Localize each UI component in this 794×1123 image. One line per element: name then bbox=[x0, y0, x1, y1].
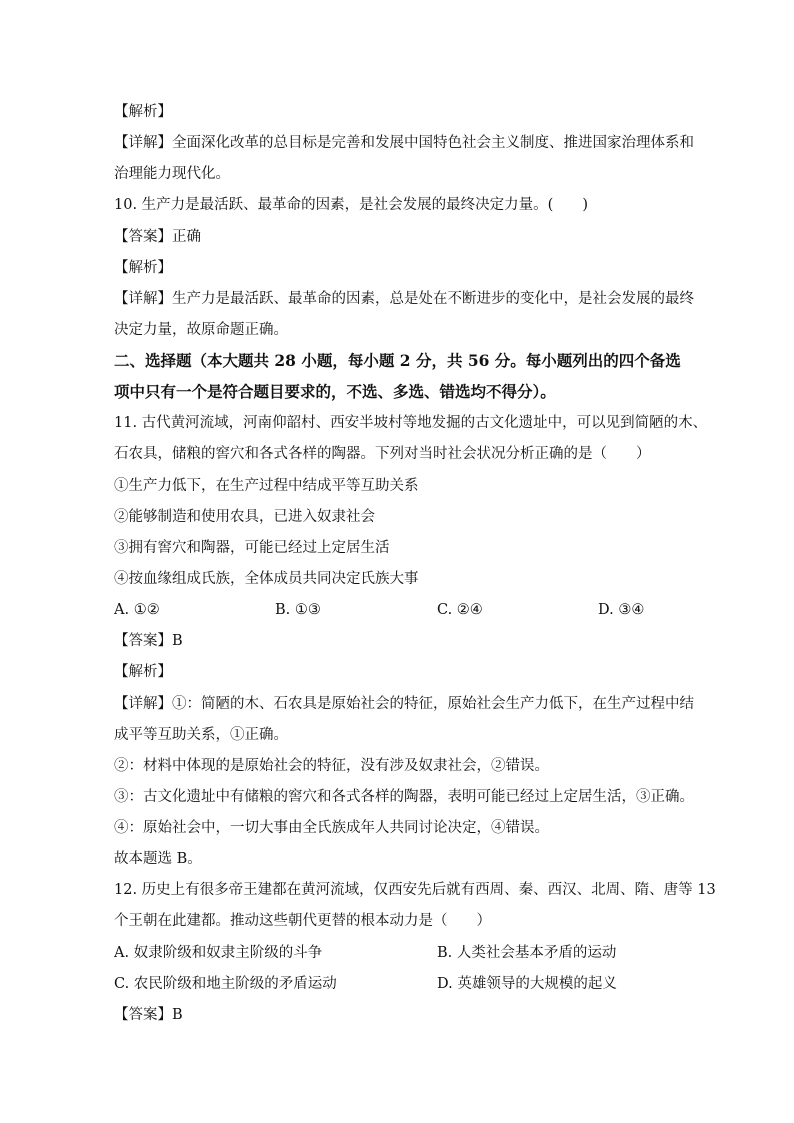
question-11-stem: 石农具，储粮的窖穴和各式各样的陶器。下列对当时社会状况分析正确的是（ ） bbox=[114, 446, 651, 462]
detail-text: 【详解】生产力是最活跃、最革命的因素，总是处在不断进步的变化中，是社会发展的最终 bbox=[114, 291, 694, 307]
detail-text: 决定力量，故原命题正确。 bbox=[114, 322, 288, 338]
detail-text: 成平等互助关系，①正确。 bbox=[114, 727, 288, 743]
statement-item: ④按血缘组成氏族，全体成员共同决定氏族大事 bbox=[114, 571, 419, 587]
detail-text: ②：材料中体现的是原始社会的特征，没有涉及奴隶社会，②错误。 bbox=[114, 758, 549, 774]
question-12-stem: 12. 历史上有很多帝王建都在黄河流域，仅西安先后就有西周、秦、西汉、北周、隋、唐等 13 bbox=[114, 882, 716, 898]
option-c: C. ②④ bbox=[437, 602, 483, 618]
option-a: A. ①② bbox=[114, 602, 160, 618]
question-10-stem: 10. 生产力是最活跃、最革命的因素，是社会发展的最终决定力量。( ) bbox=[114, 197, 588, 213]
analysis-heading: 【解析】 bbox=[114, 260, 172, 276]
conclusion-text: 故本题选 B。 bbox=[114, 851, 202, 867]
option-d: D. ③④ bbox=[598, 602, 645, 618]
analysis-heading: 【解析】 bbox=[114, 664, 172, 680]
question-12-stem: 个王朝在此建都。推动这些朝代更替的根本动力是（ ） bbox=[114, 913, 491, 929]
question-11-stem: 11. 古代黄河流域，河南仰韶村、西安半坡村等地发掘的古文化遗址中，可以见到简陋的木、 bbox=[114, 415, 708, 431]
statement-item: ①生产力低下，在生产过程中结成平等互助关系 bbox=[114, 478, 419, 494]
option-a: A. 奴隶阶级和奴隶主阶级的斗争 bbox=[114, 945, 323, 961]
detail-text: ④：原始社会中，一切大事由全氏族成年人共同讨论决定，④错误。 bbox=[114, 820, 549, 836]
answer-line: 【答案】B bbox=[114, 1007, 183, 1023]
option-b: B. 人类社会基本矛盾的运动 bbox=[437, 945, 617, 961]
analysis-heading: 【解析】 bbox=[114, 104, 172, 120]
answer-line: 【答案】B bbox=[114, 633, 183, 649]
option-d: D. 英雄领导的大规模的起义 bbox=[437, 976, 617, 992]
statement-item: ②能够制造和使用农具，已进入奴隶社会 bbox=[114, 509, 375, 525]
option-c: C. 农民阶级和地主阶级的矛盾运动 bbox=[114, 976, 337, 992]
section-title: 二、选择题（本大题共 28 小题，每小题 2 分，共 56 分。每小题列出的四个备选 bbox=[114, 351, 681, 370]
detail-text: 【详解】全面深化改革的总目标是完善和发展中国特色社会主义制度、推进国家治理体系和 bbox=[114, 135, 694, 151]
statement-item: ③拥有窖穴和陶器，可能已经过上定居生活 bbox=[114, 540, 390, 556]
detail-text: ③：古文化遗址中有储粮的窖穴和各式各样的陶器，表明可能已经过上定居生活，③正确。 bbox=[114, 789, 694, 805]
section-title: 项中只有一个是符合题目要求的，不选、多选、错选均不得分）。 bbox=[114, 382, 556, 401]
option-b: B. ①③ bbox=[275, 602, 321, 618]
detail-text: 治理能力现代化。 bbox=[114, 166, 230, 182]
answer-line: 【答案】正确 bbox=[114, 229, 201, 245]
detail-text: 【详解】①：简陋的木、石农具是原始社会的特征，原始社会生产力低下，在生产过程中结 bbox=[114, 696, 694, 712]
